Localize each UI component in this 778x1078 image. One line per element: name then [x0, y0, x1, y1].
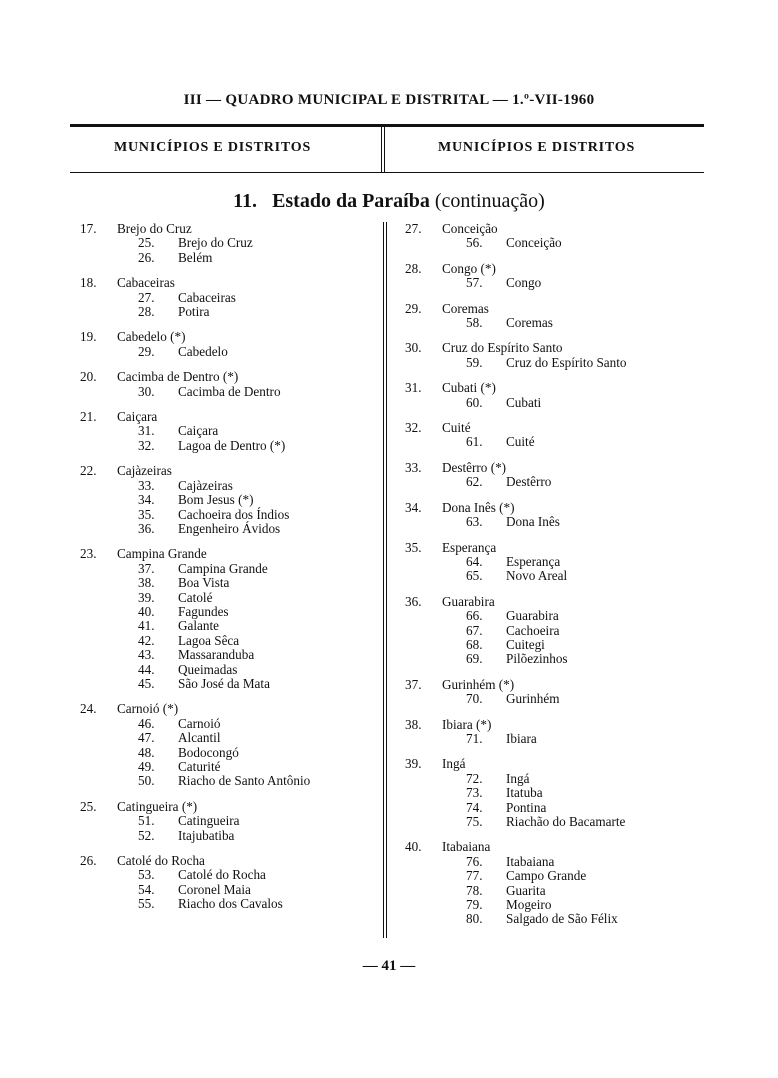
municipality-name: Campina Grande	[117, 546, 207, 562]
district-name: Campo Grande	[506, 868, 587, 884]
municipality-line	[80, 410, 375, 424]
district-name: Catolé	[178, 589, 213, 605]
district-name: Belém	[178, 249, 213, 265]
municipality-line	[405, 262, 705, 276]
district-number: 26.	[138, 249, 155, 265]
municipality-line	[405, 718, 705, 732]
heading-bottom-rule	[70, 172, 704, 173]
district-name: Cabedelo	[178, 343, 228, 359]
district-number: 55.	[138, 896, 155, 912]
district-number: 64.	[466, 553, 483, 569]
district-name: Ibiara	[506, 730, 537, 746]
district-number: 71.	[466, 730, 483, 746]
municipality-number: 29.	[405, 300, 422, 316]
municipality-entry	[405, 541, 705, 584]
page-number: — 41 —	[362, 958, 416, 974]
district-name: Itajubatiba	[178, 827, 235, 843]
municipality-line	[405, 757, 705, 771]
district-number: 46.	[138, 715, 155, 731]
district-number: 43.	[138, 647, 155, 663]
municipality-number: 21.	[80, 409, 97, 425]
district-line	[405, 555, 705, 569]
municipality-entry	[80, 464, 375, 536]
district-line	[80, 522, 375, 536]
district-line	[405, 912, 705, 926]
municipality-line	[405, 840, 705, 854]
district-line	[405, 869, 705, 883]
municipality-number: 18.	[80, 275, 97, 291]
district-name: Bom Jesus (*)	[178, 492, 254, 508]
district-name: Mogeiro	[506, 897, 552, 913]
column-heading-right: MUNICÍPIOS E DISTRITOS	[438, 140, 636, 155]
municipality-name: Congo (*)	[442, 260, 496, 276]
municipality-number: 25.	[80, 798, 97, 814]
district-line	[80, 305, 375, 319]
district-name: Lagoa Sêca	[178, 632, 240, 648]
district-name: Cruz do Espírito Santo	[506, 354, 627, 370]
municipality-line	[405, 501, 705, 515]
district-number: 73.	[466, 785, 483, 801]
district-name: Campina Grande	[178, 560, 268, 576]
district-number: 25.	[138, 235, 155, 251]
municipality-number: 40.	[405, 839, 422, 855]
municipality-number: 17.	[80, 221, 97, 236]
district-name: São José da Mata	[178, 675, 270, 691]
municipality-entry	[405, 262, 705, 291]
municipality-number: 37.	[405, 676, 422, 692]
municipality-line	[80, 222, 375, 236]
district-number: 32.	[138, 437, 155, 453]
district-line	[80, 576, 375, 590]
municipality-name: Conceição	[442, 221, 498, 236]
district-line	[405, 772, 705, 786]
district-name: Riacho dos Cavalos	[178, 896, 283, 912]
district-line	[80, 619, 375, 633]
district-line	[80, 385, 375, 399]
district-number: 29.	[138, 343, 155, 359]
district-number: 40.	[138, 603, 155, 619]
district-line	[80, 774, 375, 788]
district-line	[80, 236, 375, 250]
district-number: 42.	[138, 632, 155, 648]
municipality-line	[405, 302, 705, 316]
district-line	[405, 515, 705, 529]
district-number: 53.	[138, 867, 155, 883]
municipality-line	[80, 276, 375, 290]
district-number: 59.	[466, 354, 483, 370]
municipality-line	[405, 595, 705, 609]
district-number: 36.	[138, 520, 155, 536]
municipality-entry	[405, 421, 705, 450]
municipality-name: Ingá	[442, 756, 466, 772]
municipality-line	[405, 222, 705, 236]
district-name: Fagundes	[178, 603, 229, 619]
district-number: 50.	[138, 773, 155, 789]
district-line	[80, 291, 375, 305]
municipality-line	[80, 547, 375, 561]
municipality-number: 35.	[405, 539, 422, 555]
municipality-number: 24.	[80, 701, 97, 717]
district-line	[80, 731, 375, 745]
district-line	[405, 609, 705, 623]
district-name: Novo Areal	[506, 568, 568, 584]
municipality-number: 26.	[80, 853, 97, 869]
municipality-line	[405, 678, 705, 692]
district-line	[405, 236, 705, 250]
district-number: 41.	[138, 618, 155, 634]
district-line	[80, 591, 375, 605]
district-number: 67.	[466, 622, 483, 638]
municipality-line	[80, 702, 375, 716]
municipality-name: Cruz do Espírito Santo	[442, 340, 563, 356]
section-continuation: (continuação)	[434, 190, 545, 212]
district-line	[80, 814, 375, 828]
district-number: 51.	[138, 813, 155, 829]
district-name: Cuitegi	[506, 636, 545, 652]
district-number: 31.	[138, 423, 155, 439]
municipality-line	[80, 330, 375, 344]
district-name: Engenheiro Ávidos	[178, 520, 281, 536]
municipality-line	[80, 370, 375, 384]
municipality-number: 32.	[405, 420, 422, 436]
district-name: Cachoeira dos Índios	[178, 506, 290, 522]
district-line	[80, 424, 375, 438]
district-name: Carnoió	[178, 715, 221, 731]
district-line	[80, 677, 375, 691]
municipality-number: 31.	[405, 380, 422, 396]
district-name: Dona Inês	[506, 514, 560, 530]
district-line	[80, 605, 375, 619]
municipality-number: 20.	[80, 369, 97, 385]
district-number: 44.	[138, 661, 155, 677]
municipality-name: Gurinhém (*)	[442, 676, 515, 692]
district-number: 39.	[138, 589, 155, 605]
municipality-entry	[80, 370, 375, 399]
district-name: Bodocongó	[178, 744, 239, 760]
column-heading-left: MUNICÍPIOS E DISTRITOS	[114, 140, 312, 155]
district-line	[405, 786, 705, 800]
district-name: Salgado de São Félix	[506, 911, 618, 927]
district-number: 68.	[466, 636, 483, 652]
district-name: Brejo do Cruz	[178, 235, 253, 251]
municipality-name: Caiçara	[117, 409, 158, 425]
municipality-number: 22.	[80, 463, 97, 479]
district-line	[405, 276, 705, 290]
municipality-entry	[405, 718, 705, 747]
section-title	[0, 190, 778, 213]
district-number: 74.	[466, 799, 483, 815]
district-number: 35.	[138, 506, 155, 522]
district-number: 77.	[466, 868, 483, 884]
section-state-title: Estado da Paraíba	[272, 190, 430, 212]
district-number: 66.	[466, 608, 483, 624]
district-name: Cubati	[506, 394, 542, 410]
municipality-line	[80, 854, 375, 868]
district-number: 57.	[466, 275, 483, 291]
municipality-line	[405, 461, 705, 475]
municipality-name: Destêrro (*)	[442, 459, 507, 475]
municipality-entry	[405, 381, 705, 410]
municipality-name: Carnoió (*)	[117, 701, 179, 717]
district-name: Pilõezinhos	[506, 651, 568, 667]
municipality-entry	[405, 595, 705, 667]
municipality-entry	[80, 330, 375, 359]
district-line	[80, 883, 375, 897]
municipality-entry	[80, 547, 375, 691]
district-line	[405, 898, 705, 912]
header-rule	[70, 124, 704, 127]
district-name: Alcantil	[178, 730, 221, 746]
district-number: 52.	[138, 827, 155, 843]
municipality-name: Catolé do Rocha	[117, 853, 205, 869]
running-header: III — QUADRO MUNICIPAL E DISTRITAL — 1.º-VII-1960	[183, 92, 595, 108]
municipality-name: Cabedelo (*)	[117, 329, 186, 345]
district-line	[405, 638, 705, 652]
district-name: Caiçara	[178, 423, 219, 439]
municipality-entry	[405, 840, 705, 926]
district-line	[405, 475, 705, 489]
district-name: Potira	[178, 304, 210, 320]
district-line	[80, 562, 375, 576]
municipality-entry	[80, 222, 375, 265]
district-line	[80, 868, 375, 882]
municipality-number: 39.	[405, 756, 422, 772]
district-line	[80, 663, 375, 677]
municipality-number: 27.	[405, 221, 422, 236]
district-name: Itabaiana	[506, 853, 555, 869]
district-line	[80, 717, 375, 731]
municipality-name: Cajàzeiras	[117, 463, 172, 479]
district-name: Coremas	[506, 315, 553, 331]
district-name: Galante	[178, 618, 220, 634]
municipality-entry	[405, 302, 705, 331]
district-line	[80, 746, 375, 760]
district-line	[405, 801, 705, 815]
municipality-number: 23.	[80, 546, 97, 562]
municipality-line	[80, 464, 375, 478]
district-name: Guarita	[506, 882, 546, 898]
district-number: 58.	[466, 315, 483, 331]
municipality-line	[405, 541, 705, 555]
district-name: Ingá	[506, 770, 530, 786]
district-number: 56.	[466, 235, 483, 251]
municipality-name: Cubati (*)	[442, 380, 496, 396]
district-line	[405, 692, 705, 706]
district-name: Riachão do Bacamarte	[506, 814, 626, 829]
district-name: Congo	[506, 275, 542, 291]
district-name: Caturité	[178, 759, 221, 774]
district-number: 72.	[466, 770, 483, 786]
district-number: 49.	[138, 759, 155, 774]
district-name: Cuité	[506, 434, 535, 450]
district-name: Riacho de Santo Antônio	[178, 773, 311, 789]
district-number: 75.	[466, 814, 483, 829]
municipality-number: 33.	[405, 459, 422, 475]
district-number: 34.	[138, 492, 155, 508]
district-number: 80.	[466, 911, 483, 927]
district-number: 45.	[138, 675, 155, 691]
district-line	[80, 829, 375, 843]
municipality-number: 19.	[80, 329, 97, 345]
municipality-name: Guarabira	[442, 593, 495, 609]
district-number: 48.	[138, 744, 155, 760]
district-line	[405, 884, 705, 898]
district-line	[405, 435, 705, 449]
municipality-name: Dona Inês (*)	[442, 499, 515, 515]
municipality-entry	[80, 702, 375, 788]
district-number: 33.	[138, 477, 155, 493]
district-number: 70.	[466, 691, 483, 707]
district-line	[80, 760, 375, 774]
municipality-name: Cabaceiras	[117, 275, 175, 291]
municipality-entry	[405, 222, 705, 251]
district-name: Itatuba	[506, 785, 543, 801]
municipality-line	[80, 800, 375, 814]
district-line	[405, 855, 705, 869]
municipality-name: Ibiara (*)	[442, 716, 492, 732]
municipality-entry	[80, 800, 375, 843]
district-line	[80, 345, 375, 359]
left-column	[80, 222, 375, 923]
section-number: 11.	[233, 190, 258, 212]
municipality-name: Itabaiana	[442, 839, 491, 855]
district-line	[405, 815, 705, 829]
district-name: Cajàzeiras	[178, 477, 233, 493]
column-divider	[383, 222, 387, 938]
district-line	[80, 439, 375, 453]
district-number: 38.	[138, 575, 155, 591]
district-line	[405, 316, 705, 330]
municipality-entry	[405, 678, 705, 707]
municipality-name: Esperança	[442, 539, 497, 555]
district-line	[405, 569, 705, 583]
district-number: 78.	[466, 882, 483, 898]
district-name: Destêrro	[506, 474, 552, 490]
district-line	[405, 652, 705, 666]
district-line	[405, 624, 705, 638]
district-name: Esperança	[506, 553, 561, 569]
district-line	[405, 356, 705, 370]
municipality-name: Cuité	[442, 420, 471, 436]
district-number: 69.	[466, 651, 483, 667]
district-number: 65.	[466, 568, 483, 584]
district-name: Pontina	[506, 799, 547, 815]
district-name: Cabaceiras	[178, 289, 236, 305]
district-line	[80, 479, 375, 493]
district-line	[80, 493, 375, 507]
municipality-name: Cacimba de Dentro (*)	[117, 369, 239, 385]
municipality-name: Brejo do Cruz	[117, 221, 192, 236]
district-line	[80, 648, 375, 662]
district-number: 61.	[466, 434, 483, 450]
district-number: 63.	[466, 514, 483, 530]
district-name: Catolé do Rocha	[178, 867, 266, 883]
municipality-number: 38.	[405, 716, 422, 732]
district-number: 60.	[466, 394, 483, 410]
district-name: Coronel Maia	[178, 881, 251, 897]
district-number: 30.	[138, 383, 155, 399]
district-line	[80, 251, 375, 265]
district-name: Guarabira	[506, 608, 559, 624]
municipality-number: 28.	[405, 260, 422, 276]
district-number: 28.	[138, 304, 155, 320]
district-name: Catingueira	[178, 813, 240, 829]
municipality-entry	[405, 501, 705, 530]
district-line	[80, 897, 375, 911]
municipality-line	[405, 421, 705, 435]
district-name: Massaranduba	[178, 647, 255, 663]
district-number: 76.	[466, 853, 483, 869]
district-line	[405, 396, 705, 410]
district-name: Boa Vista	[178, 575, 230, 591]
district-number: 37.	[138, 560, 155, 576]
municipality-number: 30.	[405, 340, 422, 356]
municipality-entry	[80, 276, 375, 319]
column-divider-header	[381, 127, 385, 172]
district-line	[80, 634, 375, 648]
district-number: 79.	[466, 897, 483, 913]
district-number: 27.	[138, 289, 155, 305]
district-number: 62.	[466, 474, 483, 490]
municipality-name: Catingueira (*)	[117, 798, 198, 814]
district-name: Cacimba de Dentro	[178, 383, 281, 399]
municipality-name: Coremas	[442, 300, 489, 316]
right-column	[405, 222, 705, 938]
district-line	[80, 508, 375, 522]
municipality-entry	[80, 854, 375, 912]
municipality-number: 36.	[405, 593, 422, 609]
municipality-number: 34.	[405, 499, 422, 515]
municipality-entry	[80, 410, 375, 453]
municipality-entry	[405, 757, 705, 829]
district-name: Conceição	[506, 235, 562, 251]
municipality-entry	[405, 461, 705, 490]
district-name: Lagoa de Dentro (*)	[178, 437, 286, 453]
district-number: 47.	[138, 730, 155, 746]
district-name: Gurinhém	[506, 691, 560, 707]
district-number: 54.	[138, 881, 155, 897]
district-line	[405, 732, 705, 746]
district-name: Queimadas	[178, 661, 238, 677]
municipality-entry	[405, 341, 705, 370]
municipality-line	[405, 381, 705, 395]
district-name: Cachoeira	[506, 622, 560, 638]
municipality-line	[405, 341, 705, 355]
